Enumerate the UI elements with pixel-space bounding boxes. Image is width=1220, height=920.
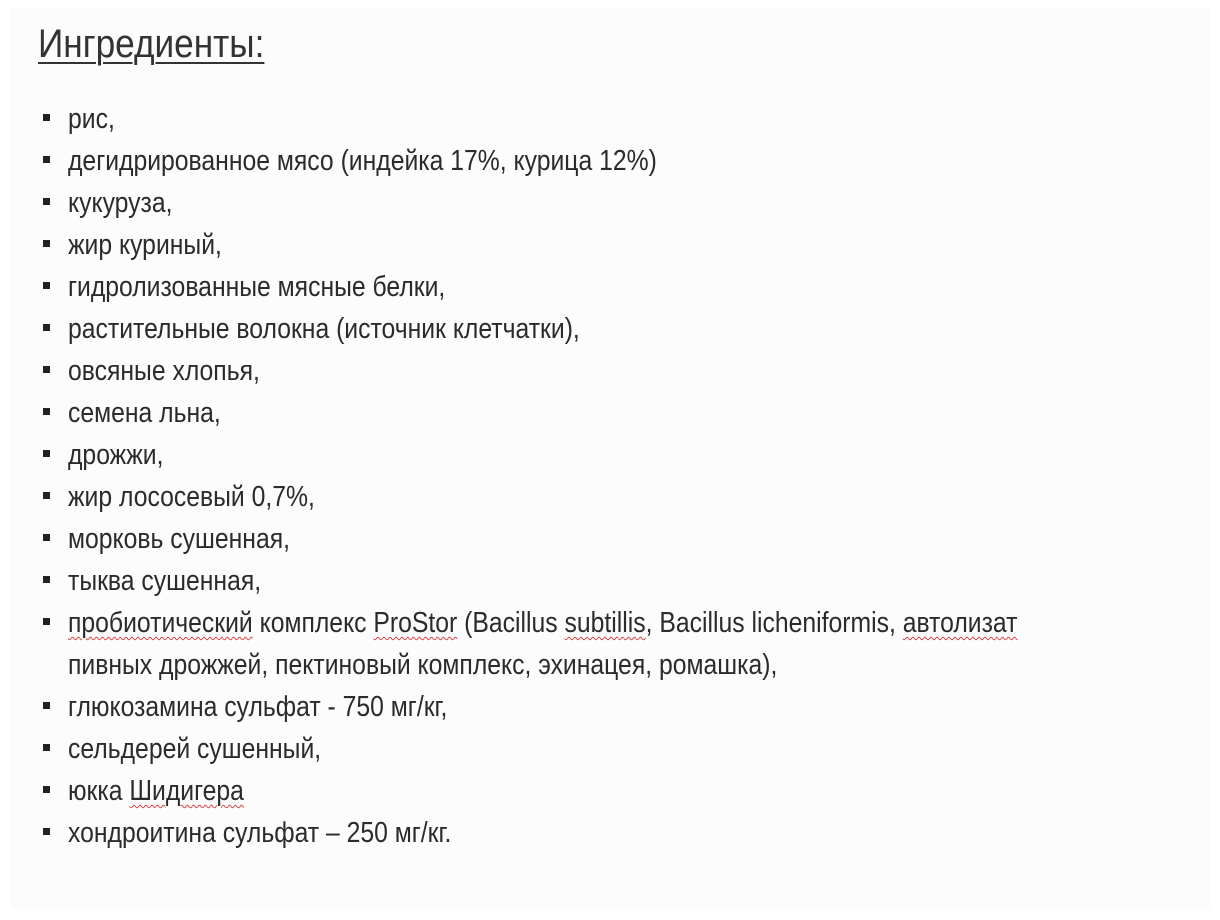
list-item: [40, 560, 1210, 602]
list-item: [40, 476, 1210, 518]
bullet-icon: [43, 156, 50, 163]
text-span: (Bacillus: [457, 607, 565, 639]
ingredient-text: жир лососевый 0,7%,: [68, 481, 315, 513]
list-item: [40, 140, 1210, 182]
bullet-icon: [43, 450, 50, 457]
bullet-icon: [43, 324, 50, 331]
list-item: [40, 350, 1210, 392]
list-item: [40, 434, 1210, 476]
list-item: [40, 98, 1210, 140]
ingredient-list: [40, 98, 1210, 854]
text-span: , Bacillus licheniformis,: [645, 607, 903, 639]
bullet-icon: [43, 786, 50, 793]
ingredient-text: хондроитина сульфат – 250 мг/кг.: [68, 817, 452, 849]
text-span: юкка: [68, 775, 130, 807]
bullet-icon: [43, 618, 50, 625]
ingredient-text: жир куриный,: [68, 229, 222, 261]
ingredient-text: сельдерей сушенный,: [68, 733, 322, 765]
bullet-icon: [43, 114, 50, 121]
list-item: [40, 686, 1210, 728]
bullet-icon: [43, 576, 50, 583]
bullet-icon: [43, 828, 50, 835]
list-item: [40, 308, 1210, 350]
list-item: [40, 224, 1210, 266]
list-item: [40, 770, 1210, 812]
ingredient-text: кукуруза,: [68, 187, 173, 219]
ingredient-text: дрожжи,: [68, 439, 164, 471]
text-span: пивных дрожжей, пектиновый комплекс, эхинацея, ромашка),: [68, 649, 778, 681]
spellcheck-word: subtillis: [564, 607, 646, 639]
list-item: [40, 392, 1210, 434]
bullet-icon: [43, 408, 50, 415]
ingredient-text: гидролизованные мясные белки,: [68, 271, 446, 303]
list-item: [40, 728, 1210, 770]
slide-title: Ингредиенты:: [38, 22, 265, 66]
ingredient-text: морковь сушенная,: [68, 523, 290, 555]
list-item: [40, 266, 1210, 308]
bullet-icon: [43, 534, 50, 541]
bullet-icon: [43, 744, 50, 751]
spellcheck-word: пробиотический: [68, 607, 253, 639]
ingredient-text: [68, 770, 1042, 812]
text-span: комплекс: [252, 607, 374, 639]
spellcheck-word: автолизат: [902, 607, 1018, 639]
slide: [10, 8, 1210, 910]
bullet-icon: [43, 702, 50, 709]
bullet-icon: [43, 282, 50, 289]
ingredient-text: рис,: [68, 103, 115, 135]
list-item: [40, 518, 1210, 560]
spellcheck-word: Шидигера: [129, 775, 244, 807]
list-item: [40, 812, 1210, 854]
spellcheck-word: ProStor: [373, 607, 458, 639]
list-item: [40, 602, 1210, 686]
ingredient-text: овсяные хлопья,: [68, 355, 260, 387]
ingredient-text: тыква сушенная,: [68, 565, 262, 597]
ingredient-text: дегидрированное мясо (индейка 17%, курица 12%): [68, 145, 657, 177]
bullet-icon: [43, 492, 50, 499]
ingredient-text: семена льна,: [68, 397, 221, 429]
ingredient-text: [68, 602, 1042, 686]
bullet-icon: [43, 198, 50, 205]
ingredient-text: глюкозамина сульфат - 750 мг/кг,: [68, 691, 448, 723]
ingredient-text: растительные волокна (источник клетчатки),: [68, 313, 580, 345]
bullet-icon: [43, 240, 50, 247]
bullet-icon: [43, 366, 50, 373]
list-item: [40, 182, 1210, 224]
